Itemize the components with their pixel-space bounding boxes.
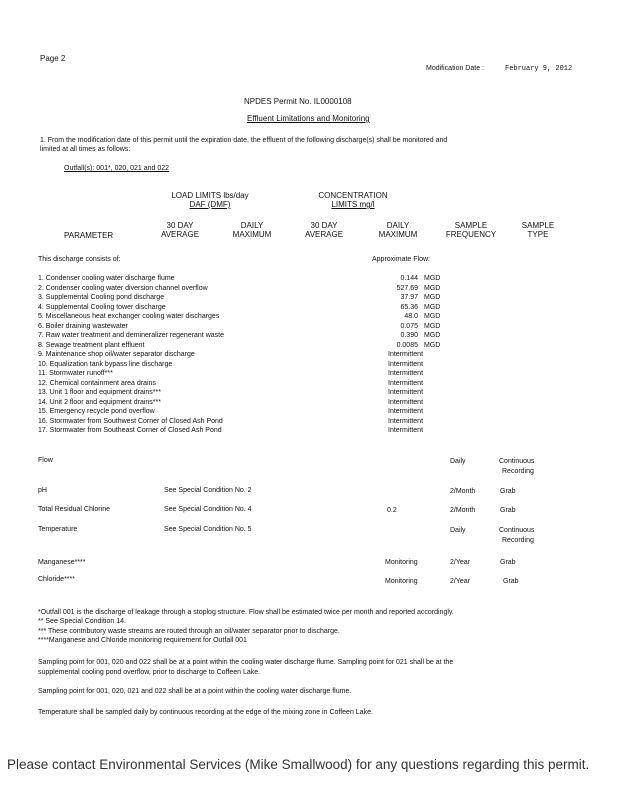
permit-number: NPDES Permit No. IL0000108: [244, 97, 352, 106]
flow-value-row: [388, 285, 440, 292]
parameter-name: Chloride****: [38, 576, 75, 583]
page-number: Page 2: [40, 54, 66, 63]
column-sample-type-line-2: TYPE: [527, 230, 549, 239]
flow-value-row: [388, 418, 423, 425]
list-item: 13. Unit 1 floor and equipment drains***: [38, 389, 161, 396]
flow-value-row: [388, 370, 423, 377]
column-conc-daily-line-2: MAXIMUM: [378, 230, 418, 239]
load-limits-heading: [160, 191, 260, 209]
column-conc-30day-line-2: AVERAGE: [304, 230, 344, 239]
sample-type: Continuous: [499, 527, 535, 534]
temperature-note: Temperature shall be sampled daily by continuous recording at the edge of the mixing zone in Coffeen Lake.: [38, 709, 373, 716]
flow-value: 0.390: [400, 332, 418, 339]
list-item: 12. Chemical containment area drains: [38, 379, 156, 387]
concentration-heading: [310, 191, 396, 209]
parameter-name: Flow: [38, 457, 53, 464]
footnote: ****Manganese and Chloride monitoring requirement for Outfall 001: [38, 637, 247, 644]
column-sample-frequency-line-2: FREQUENCY: [445, 230, 497, 239]
column-load-daily-line-2: MAXIMUM: [232, 230, 272, 239]
list-item: 6. Boiler draining wastewater: [38, 322, 128, 330]
column-conc-daily: [368, 221, 428, 239]
footnote: *** These contributory waste streams are routed through an oil/water separator prior to discharge.: [38, 628, 340, 635]
list-item: 5. Miscellaneous heat exchanger cooling water discharges: [38, 313, 220, 320]
flow-unit: MGD: [424, 284, 441, 292]
flow-value: Intermittent: [388, 360, 424, 368]
sampling-note: Sampling point for 001, 020 and 022 shall be at a point within the cooling water discharge flume. Sampling point for 021 shall be at the: [38, 659, 454, 666]
parameter-name: pH: [38, 487, 47, 494]
sample-frequency: 2/Month: [450, 507, 476, 514]
column-conc-daily-line-1: DAILY: [386, 221, 410, 230]
list-item: 2. Condenser cooling water diversion channel overflow: [38, 284, 208, 292]
flow-value-row: [388, 351, 423, 358]
parameter-name: Manganese****: [38, 559, 86, 566]
flow-unit: MGD: [424, 332, 441, 339]
list-item: 7. Raw water treatment and demineralizer regenerant waste: [38, 332, 224, 339]
concentration-line-1: CONCENTRATION: [318, 191, 388, 200]
sample-type: Continuous: [499, 458, 535, 465]
intro-line-2: limited at all times as follows:: [40, 146, 131, 153]
outfall-list: Outfall(s): 001*, 020, 021 and 022: [64, 165, 170, 172]
list-item: 11. Stormwater runoff***: [38, 370, 113, 377]
sample-frequency: Daily: [450, 527, 466, 534]
modification-label: Modification Date :: [426, 65, 484, 72]
flow-value: 0.075: [400, 322, 418, 330]
flow-value: 48.0: [404, 313, 418, 320]
flow-unit: MGD: [424, 294, 441, 301]
flow-value: Intermittent: [388, 398, 424, 406]
flow-value-row: [388, 427, 423, 434]
parameter-name: Total Residual Chlorine: [38, 506, 110, 513]
list-item: 1. Condenser cooling water discharge flume: [38, 275, 175, 282]
sample-frequency: 2/Year: [450, 559, 470, 566]
special-condition: See Special Condition No. 2: [164, 487, 252, 494]
list-item: 14. Unit 2 floor and equipment drains***: [38, 398, 161, 406]
sample-type-line-2: Recording: [502, 468, 534, 475]
daily-maximum-value: Monitoring: [385, 559, 418, 566]
special-condition: See Special Condition No. 5: [164, 526, 252, 533]
intro-line-1: 1. From the modification date of this permit until the expiration date, the effluent of the following discharge(s) shall be monitored and: [40, 137, 448, 144]
flow-value: Intermittent: [388, 351, 424, 358]
load-limits-line-1: LOAD LIMITS lbs/day: [171, 191, 249, 200]
approximate-flow-label: Approximate Flow:: [372, 256, 430, 263]
sample-type: Grab: [500, 488, 516, 495]
flow-unit: MGD: [424, 322, 441, 330]
flow-value: 0.0085: [396, 341, 418, 349]
footnote: *Outfall 001 is the discharge of leakage through a stoplog structure. Flow shall be estimated twice per month and reported accordingly.: [38, 609, 454, 616]
daily-maximum-value: 0.2: [387, 507, 397, 514]
flow-value-row: [388, 275, 440, 282]
sample-type-line-2: Recording: [502, 537, 534, 544]
column-load-daily: [222, 221, 282, 239]
flow-value: 37.97: [400, 294, 418, 301]
column-load-30day-line-1: 30 DAY: [166, 221, 194, 230]
flow-value: 65.36: [400, 303, 418, 311]
parameter-name: Temperature: [38, 526, 78, 533]
column-sample-type-line-1: SAMPLE: [521, 221, 555, 230]
column-conc-30day: [294, 221, 354, 239]
sample-frequency: 2/Month: [450, 488, 476, 495]
flow-value-row: [388, 332, 440, 339]
column-sample-type: [510, 221, 566, 239]
flow-unit: MGD: [424, 275, 441, 282]
flow-value: Intermittent: [388, 427, 424, 434]
load-limits-line-2: DAF (DMF): [189, 200, 231, 209]
sample-type: Grab: [503, 578, 519, 585]
list-item: 9. Maintenance shop oil/water separator discharge: [38, 351, 195, 358]
flow-value: Intermittent: [388, 417, 424, 425]
column-parameter: PARAMETER: [64, 231, 114, 240]
flow-value-row: [388, 408, 423, 415]
flow-value-row: [388, 313, 440, 320]
list-item: 8. Sewage treatment plant effluent: [38, 341, 145, 349]
column-load-30day: [150, 221, 210, 239]
concentration-line-2: LIMITS mg/l: [331, 200, 375, 209]
flow-value: Intermittent: [388, 408, 424, 415]
flow-value-row: [388, 399, 423, 406]
sample-type: Grab: [500, 559, 516, 566]
list-item: 3. Supplemental Cooling pond discharge: [38, 294, 165, 301]
flow-value-row: [388, 323, 440, 330]
flow-value: Intermittent: [388, 389, 424, 396]
flow-unit: MGD: [424, 303, 441, 311]
list-item: 4. Supplemental Cooling tower discharge: [38, 303, 166, 311]
sampling-note: Sampling point for 001, 020, 021 and 022 shall be at a point within the cooling water discharge flume.: [38, 688, 352, 695]
flow-value: 0.144: [400, 275, 418, 282]
discharge-intro: This discharge consists of:: [38, 256, 121, 263]
modification-date: February 9, 2012: [505, 65, 573, 73]
flow-value: 527.69: [396, 284, 418, 292]
list-item: 16. Stormwater from Southwest Corner of Closed Ash Pond: [38, 417, 223, 425]
sample-frequency: 2/Year: [450, 578, 470, 585]
footnote: ** See Special Condition 14.: [38, 618, 126, 625]
column-conc-30day-line-1: 30 DAY: [310, 221, 338, 230]
section-title: Effluent Limitations and Monitoring: [247, 114, 370, 123]
flow-unit: MGD: [424, 313, 441, 320]
column-load-daily-line-1: DAILY: [240, 221, 264, 230]
flow-value-row: [388, 361, 423, 368]
list-item: 10. Equalization tank bypass line discharge: [38, 360, 173, 368]
contact-notice: Please contact Environmental Services (Mike Smallwood) for any questions regarding this permit.: [7, 757, 590, 772]
flow-value: Intermittent: [388, 379, 424, 387]
daily-maximum-value: Monitoring: [385, 578, 418, 585]
flow-value-row: [388, 304, 440, 311]
column-sample-frequency: [438, 221, 504, 239]
flow-value: Intermittent: [388, 370, 424, 377]
column-load-30day-line-2: AVERAGE: [160, 230, 200, 239]
column-sample-frequency-line-1: SAMPLE: [454, 221, 488, 230]
flow-value-row: [388, 294, 440, 301]
special-condition: See Special Condition No. 4: [164, 506, 252, 513]
flow-value-row: [388, 389, 423, 396]
sample-type: Grab: [500, 507, 516, 514]
flow-value-row: [388, 380, 423, 387]
list-item: 15. Emergency recycle pond overflow: [38, 408, 155, 415]
list-item: 17. Stormwater from Southeast Corner of Closed Ash Pond: [38, 427, 222, 434]
sample-frequency: Daily: [450, 458, 466, 465]
sampling-note-line-2: supplemental cooling pond overflow, prior to discharge to Coffeen Lake.: [38, 669, 261, 676]
flow-value-row: [388, 342, 440, 349]
flow-unit: MGD: [424, 341, 441, 349]
